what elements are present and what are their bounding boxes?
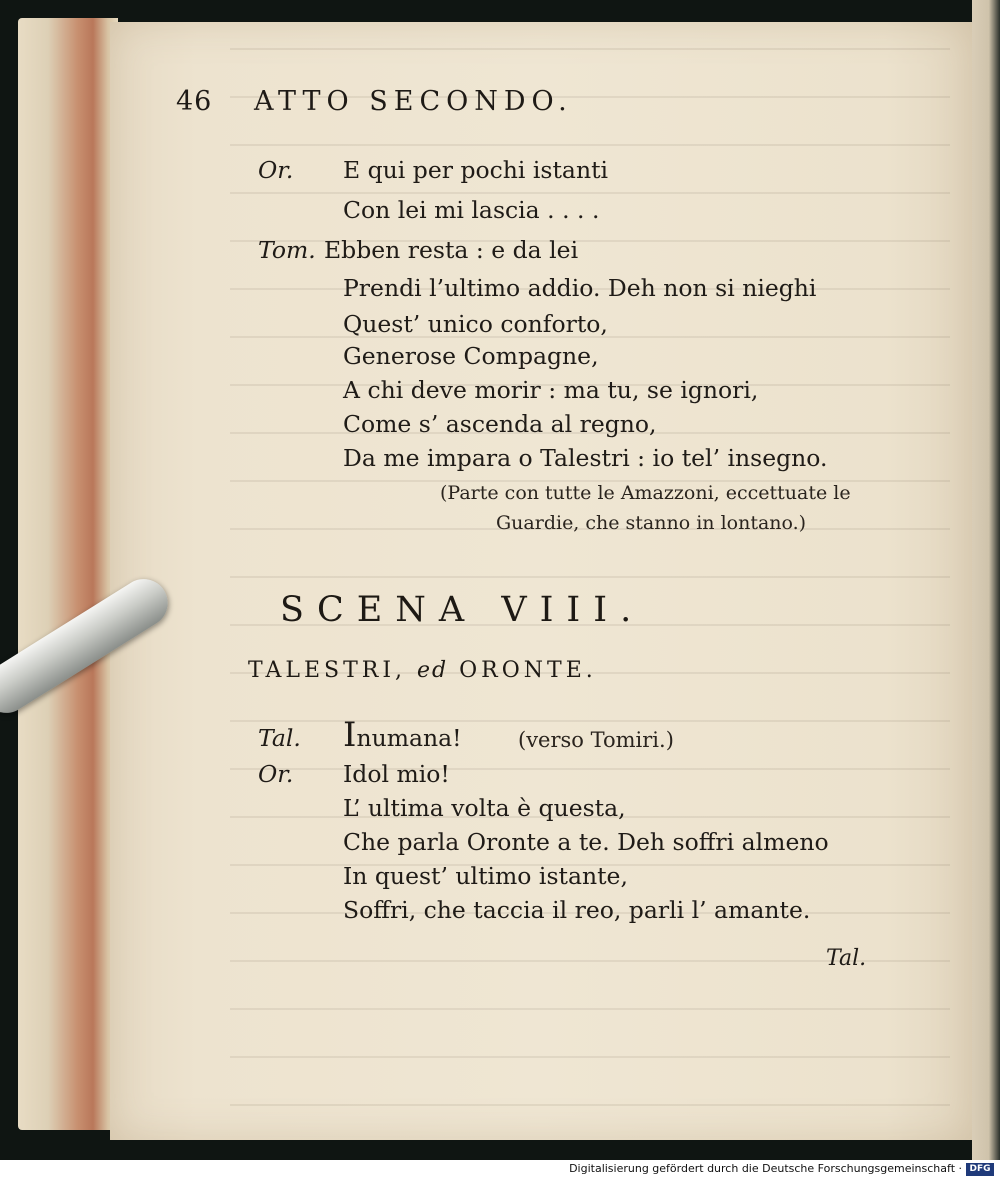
verse-line: Quest’ unico conforto, (343, 310, 608, 338)
speaker-label: Tom. (258, 236, 316, 264)
verse-line: Prendi l’ultimo addio. Deh non si nieghi (343, 274, 817, 302)
book-page (110, 22, 972, 1140)
verse-line: Come s’ ascenda al regno, (343, 410, 657, 438)
verse-text: numana! (356, 724, 462, 752)
verse-line: Idol mio! (343, 760, 450, 788)
verse-line: Soffri, che taccia il reo, parli l’ amante. (343, 896, 811, 924)
speaker-label: Or. (258, 156, 294, 184)
right-book-board (972, 0, 1000, 1160)
scene-heading: SCENA VIII. (280, 590, 645, 630)
cast-name: ORONTE. (459, 658, 597, 683)
running-title: ATTO SECONDO. (254, 86, 573, 117)
drop-capital: I (343, 715, 357, 755)
verse-line: Generose Compagne, (343, 342, 599, 370)
footer-bar (0, 1160, 1000, 1179)
running-header (176, 86, 573, 117)
cast-name: TALESTRI, (248, 658, 407, 683)
verse-line: Ebben resta : e da lei (324, 236, 579, 264)
show-through-text (230, 22, 950, 1140)
verse-line (343, 715, 462, 755)
cast-conjunction: ed (417, 658, 449, 683)
book-page-edges (18, 18, 118, 1130)
verse-line: Che parla Oronte a te. Deh soffri almeno (343, 828, 829, 856)
funding-credit: Digitalisierung gefördert durch die Deutsche Forschungsgemeinschaft · (569, 1162, 962, 1175)
catchword: Tal. (826, 946, 867, 971)
speaker-label: Tal. (258, 724, 301, 752)
page-number: 46 (176, 86, 213, 117)
stage-direction: Guardie, che stanno in lontano.) (496, 512, 807, 534)
verse-line: Da me impara o Talestri : io tel’ insegno. (343, 444, 828, 472)
verse-line: L’ ultima volta è questa, (343, 794, 626, 822)
verse-line: A chi deve morir : ma tu, se ignori, (343, 376, 759, 404)
verse-line: E qui per pochi istanti (343, 156, 609, 184)
dfg-logo-icon: DFG (966, 1163, 994, 1176)
verse-line: Con lei mi lascia . . . . (343, 196, 600, 224)
speaker-label: Or. (258, 760, 294, 788)
scene-cast (248, 658, 597, 683)
stage-direction: (verso Tomiri.) (518, 728, 674, 752)
verse-line: In quest’ ultimo istante, (343, 862, 628, 890)
stage-direction: (Parte con tutte le Amazzoni, eccettuate le (440, 482, 851, 504)
